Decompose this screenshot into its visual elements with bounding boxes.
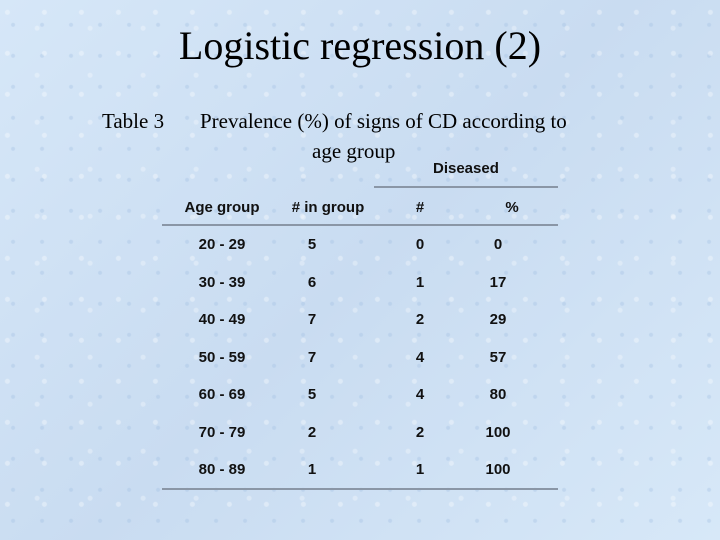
diseased-group-header: Diseased (433, 160, 499, 177)
table-cell: 80 (489, 386, 507, 403)
table-cell: 57 (489, 348, 507, 366)
table-cell: 70 - 79 (198, 423, 246, 441)
table-cell: 20 - 29 (198, 236, 246, 253)
table-cell: 2 (415, 423, 425, 441)
table-cell: 7 (307, 348, 317, 366)
table-cell: 17 (489, 273, 507, 291)
column-header-diseased-percent: % (505, 199, 519, 216)
column-header-age-group: Age group (184, 199, 260, 216)
table-cell: 29 (489, 311, 507, 328)
table-cell: 5 (307, 236, 317, 253)
bottom-rule (162, 488, 558, 490)
table-caption-label: Table 3 (102, 109, 165, 133)
table-cell: 30 - 39 (198, 273, 246, 291)
table-cell: 1 (415, 273, 425, 291)
table-cell: 40 - 49 (198, 311, 246, 328)
table-cell: 80 - 89 (198, 461, 246, 478)
table-cell: 5 (307, 386, 317, 403)
table-cell: 1 (307, 461, 317, 478)
column-header-diseased-count: # (415, 199, 425, 216)
table-cell: 50 - 59 (198, 348, 246, 366)
table-caption-text-line2: age group (312, 139, 396, 163)
table-cell: 7 (307, 311, 317, 328)
slide-title: Logistic regression (2) (178, 23, 542, 68)
table-cell: 4 (415, 386, 425, 403)
table-cell: 0 (415, 236, 425, 253)
table-cell: 2 (307, 423, 317, 441)
table-cell: 100 (485, 461, 511, 478)
table-cell: 100 (485, 423, 511, 441)
column-header-in-group: # in group (291, 199, 365, 216)
table-cell: 60 - 69 (198, 386, 246, 403)
table-cell: 4 (415, 348, 425, 366)
diseased-header-rule (374, 186, 558, 188)
table-cell: 6 (307, 273, 317, 291)
header-rule (162, 224, 558, 226)
table-cell: 0 (493, 236, 503, 253)
table-cell: 1 (415, 461, 425, 478)
table-cell: 2 (415, 311, 425, 328)
table-caption-text: Prevalence (%) of signs of CD according to (200, 109, 567, 133)
